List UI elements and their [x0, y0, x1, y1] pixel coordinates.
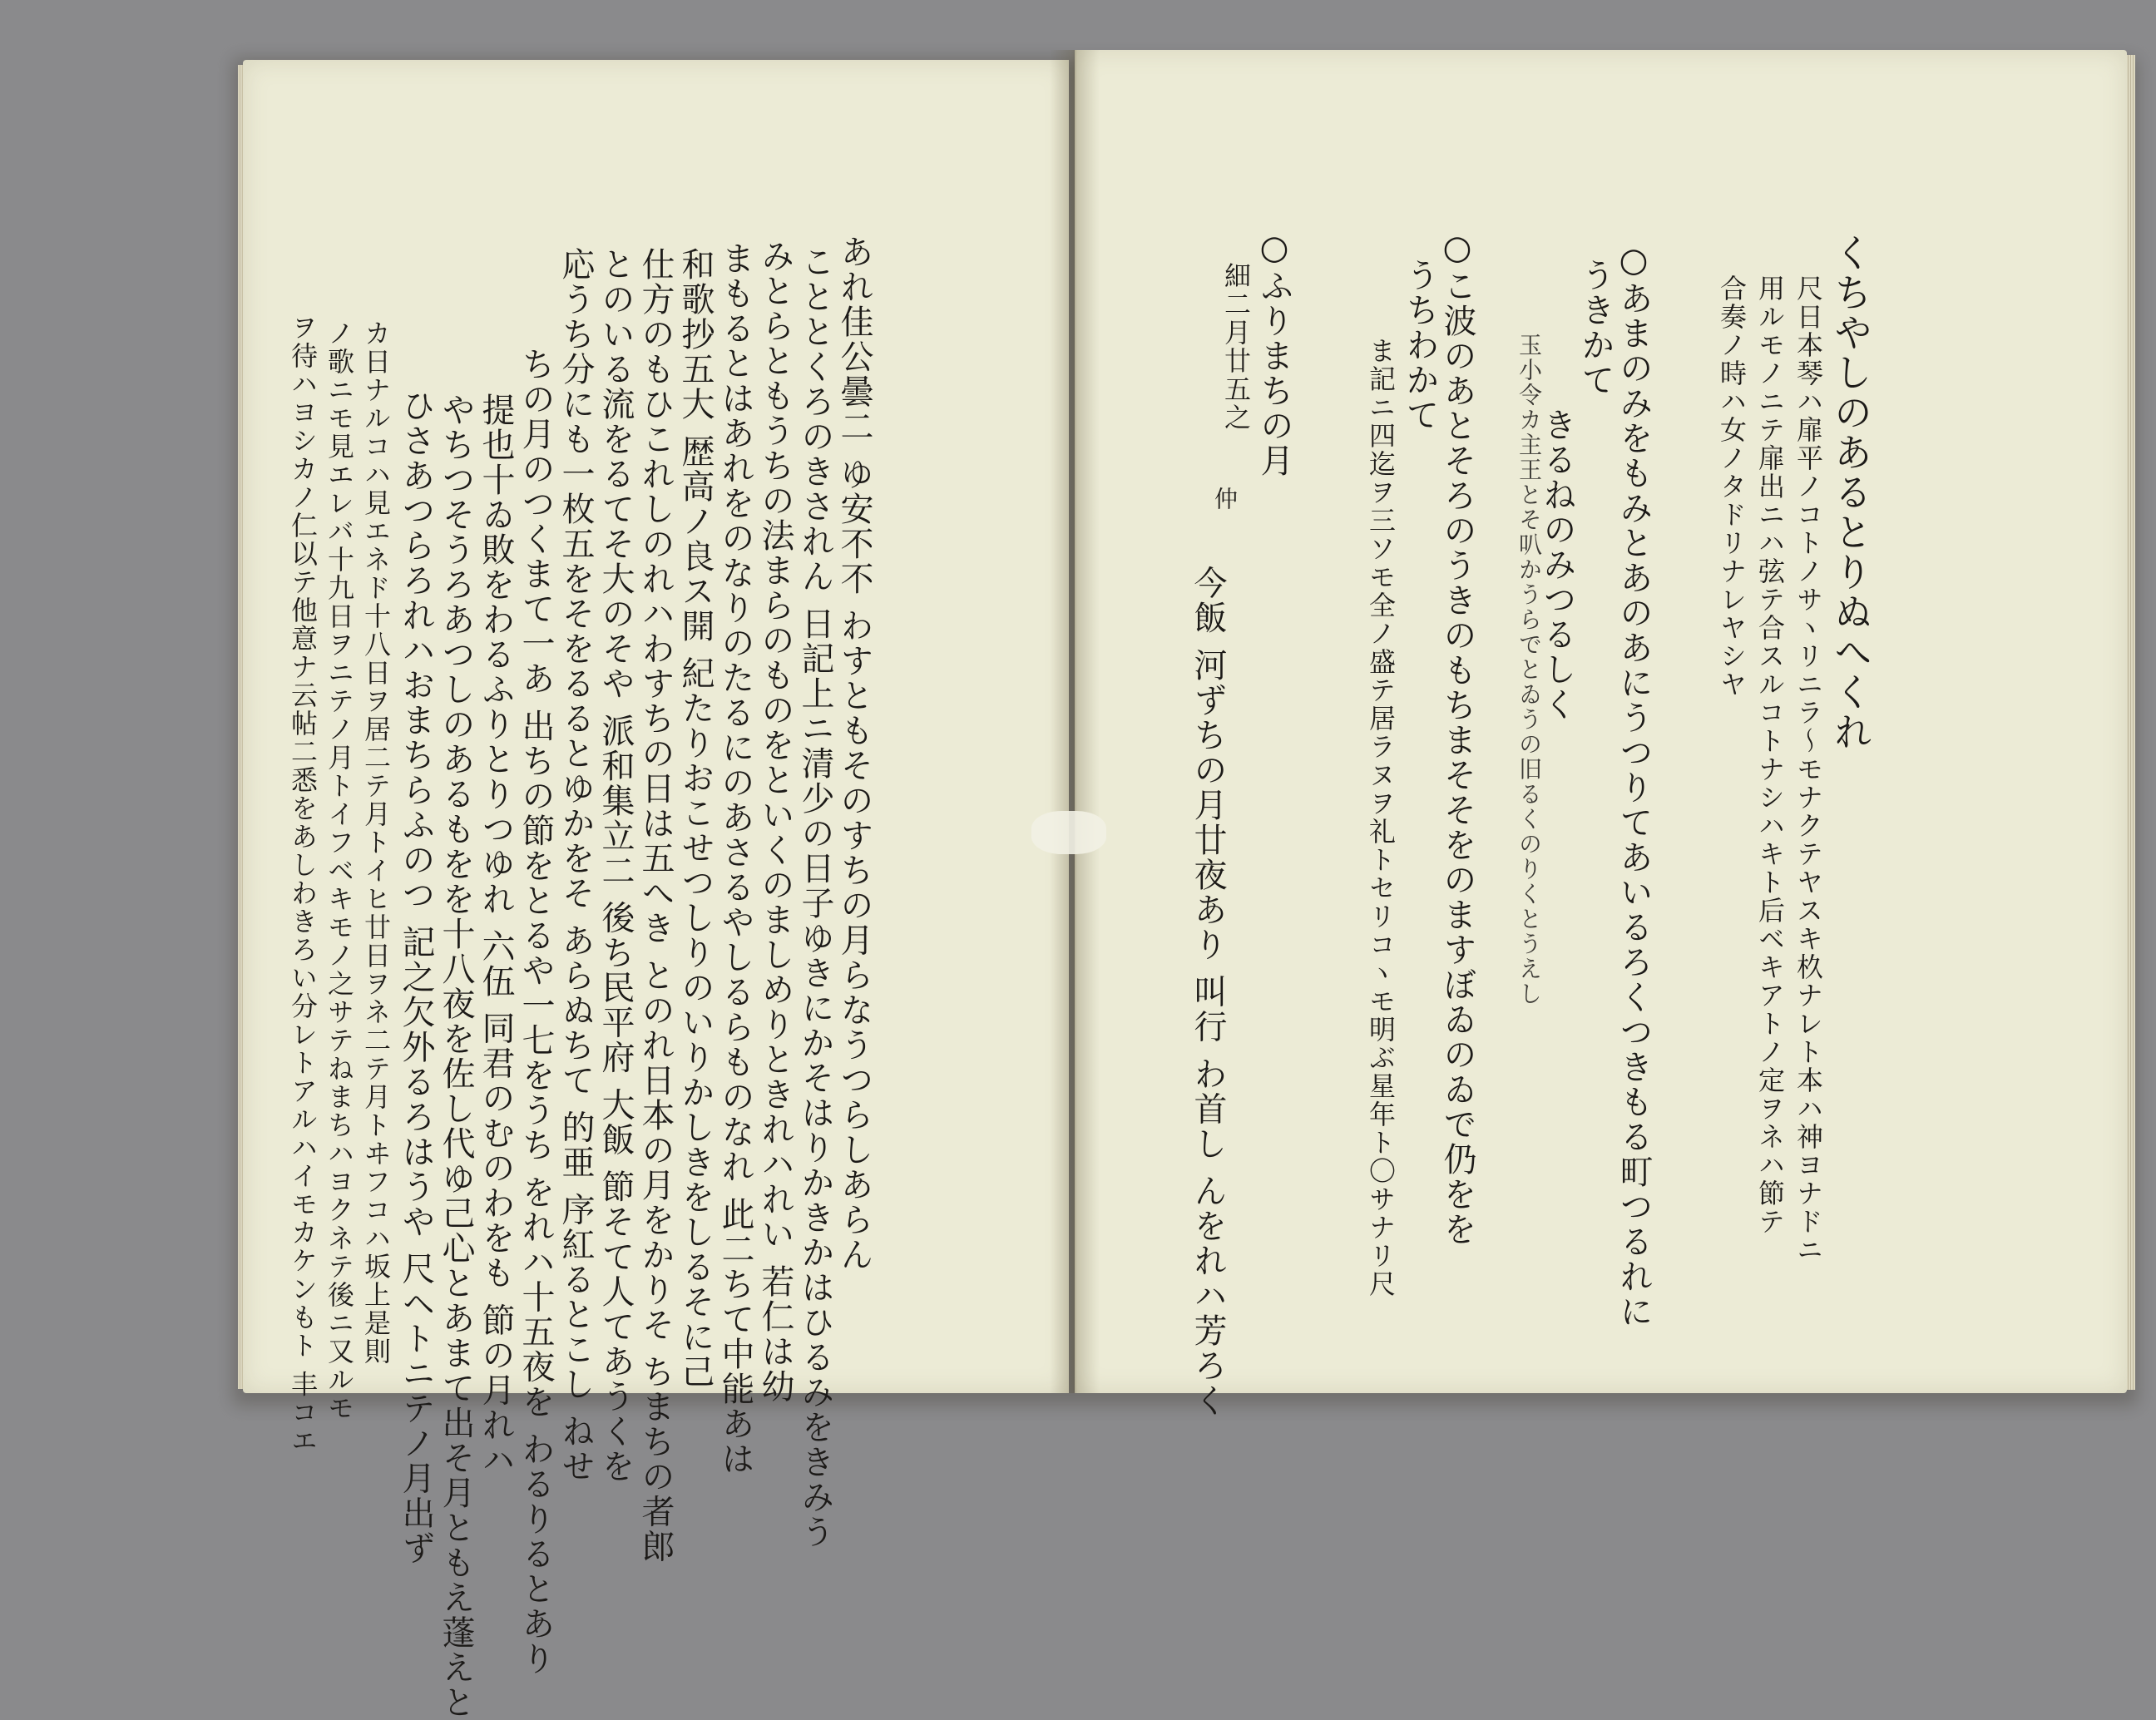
- left-text-column: こととくろのきされん 日記上ニ清少の日子ゆきにかそはりかきかはひるみをきみう: [796, 245, 834, 1549]
- left-text-column: ひさあつらろれハおまちらふのつ 記之欠外るろはうや 尺ヘトニテノ月出ず: [397, 388, 435, 1566]
- right-text-column: くちやしのあるとりぬへくれ: [1828, 233, 1873, 752]
- right-text-column: 細二月廿五之: [1220, 262, 1252, 432]
- left-text-column: ちの月のつくまて一あ 出ちの節をとるや一七をうち をれハ十五夜を わるりるとあり: [517, 347, 555, 1677]
- right-text-column: ○ふりまちの月: [1255, 229, 1293, 478]
- right-text-column: 尺日本琴ハ扉平ノコトノサヽリニラ〜モナクテヤスキ杦ナレト本ハ神ヨナドニ: [1793, 274, 1824, 1264]
- left-text-column: 和歌抄五大 歴高ノ良ス開 紀たりおこせつしりのいりかしきをしるそに己: [676, 247, 715, 1390]
- left-text-column: あれ佳公曇二 ゆ安不不 わすともそのすちの月らなうつらしあらん: [835, 235, 873, 1273]
- left-text-column: 仕方のもひこれしのれハわすちの日は五へき とのれ日本の月をかりそ ちまちの者郎: [636, 247, 675, 1564]
- right-text-column: うちわかて: [1401, 258, 1439, 432]
- book-gutter: [1050, 50, 1100, 1393]
- right-text-column: ○こ波のあとそろのうきのもちまそそをのますぼゐのゐで仍をを: [1438, 229, 1476, 1247]
- left-text-column: まもるとはあれをのなりのたるにのあさるやしるらものなれ 此二ちて中能あは: [716, 241, 754, 1476]
- left-text-column: 提也十ゐ敗をわるふりとりつゆれ 六伍 同君のむのわをも 節の月れハ: [477, 393, 515, 1478]
- right-text-column: 今飯 河ずちの月廿夜あり 叫行 わ首し んをれハ芳ろく: [1189, 566, 1227, 1418]
- left-text-column: やちつそうろあつしのあるもをを十八夜を佐し代ゆ己心とあまて出そ月ともえ蓬えと: [437, 393, 475, 1720]
- right-text-column: ○あまのみをもみとあのあにうつりてあいるろくつきもる町つるれに: [1615, 241, 1653, 1329]
- right-page: [1075, 50, 2127, 1418]
- right-text-column: きるねのみつるしく: [1538, 408, 1576, 722]
- right-text-column: ま記ニ四迄ヲ三ソモ全ノ盛テ居ラヌヲ礼トセリコヽモ明ぶ星年ト〇サナリ尺: [1365, 337, 1397, 1298]
- left-text-column: 応うち分にも一枚五をそをるるとゆかをそ あらぬちて 的亜 序紅るとこし ねせ: [556, 247, 595, 1484]
- left-text-column: ノ歌ニモ見エレバ十九日ヲニテノ月トイフベキモノ之サテねまちハヨクネテ後ニ又ルモ: [324, 319, 355, 1422]
- right-text-column: 用ルモノニテ扉出ニハ弦テ合スルコトナシハキト后ベキアトノ定ヲネハ節テ: [1754, 274, 1786, 1236]
- left-text-column: とのいる流をるてそ大のそや 派和集立二 後ち民平府 大飯 節そて人てあうくを: [596, 247, 635, 1484]
- left-page: [243, 60, 1069, 1720]
- right-text-column: うきかて: [1576, 258, 1615, 398]
- left-text-column: みとらともうちの法まらのものをといくのましめりときれハれい 若仁は幼: [756, 239, 794, 1404]
- left-text-column: カ日ナルコハ見エネド十八日ヲ居二テ月トイヒ廿日ヲネ二テ月トヰフコハ坂上是則: [360, 319, 392, 1366]
- right-text-column: 玉小令カ主王とそ叭かうらでとゐうの旧るくのりくとうえし: [1516, 333, 1543, 1006]
- right-text-column: 仲: [1211, 487, 1239, 512]
- binding-thread-tab: [1031, 811, 1106, 854]
- left-text-column: ヲ待ハヨシカノ仁以テ他意ナ云帖二悉をあしわきろい分レトアルハイモカケンもト 丰コエ: [287, 314, 319, 1456]
- right-text-column: 合奏ノ時ハ女ノタドリナレヤシヤ: [1716, 274, 1748, 699]
